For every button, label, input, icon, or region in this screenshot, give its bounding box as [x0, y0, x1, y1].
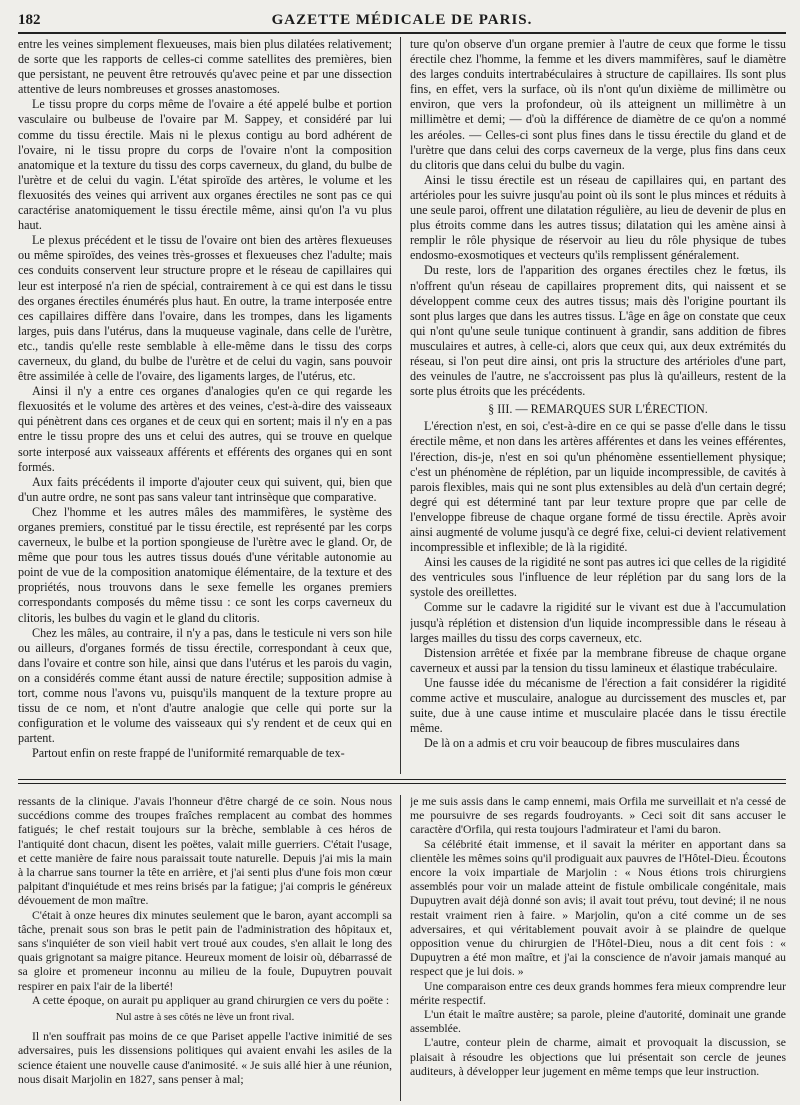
paragraph: L'autre, conteur plein de charme, aimait et provoquait la discussion, se plaisait à résoudre les objections que lui présentait son cercle de jeunes auditeurs, à développer leur jugement en même temps que leur instruction.: [410, 1036, 786, 1078]
paragraph: Comme sur le cadavre la rigidité sur le vivant est due à l'accumulation jusqu'à réplétion et distension d'un liquide incompressible dans le réseau à larges mailles du tissu des corps caverneux, etc.: [410, 600, 786, 645]
article-column-left: [18, 37, 392, 774]
feuilleton-column-left: [18, 795, 392, 1101]
paragraph: Il n'en souffrait pas moins de ce que Pariset appelle l'active inimitié de ses adversaires, puis les dissensions politiques qui avaient envahi les asiles de la science étaient une nouvelle cause d'animosité. « Je suis allé hier à une réunion, nous disait Marjolin en 1827, sans penser à mal;: [18, 1030, 392, 1086]
paragraph: L'érection n'est, en soi, c'est-à-dire en ce qui se passe d'elle dans le tissu érectile même, et non dans les artères afférentes et dans les veines efférentes, l'érection, dis-je, n'est en soi qu'un phénomène essentiellement physique; c'est un phénomène de réplétion, par un liquide incompressible, de cavités à parois flexibles, mais qui ne sont plus extensibles au delà d'un certain degré; degré qui est déterminé tant par leur texture propre que par celle de l'enveloppe fibreuse de chaque organe formé de tissu érectile. Après avoir ainsi augmenté de volume jusqu'à ce degré fixe, celui-ci devient relativement incompressible et inflexible; de là la rigidité.: [410, 419, 786, 555]
paragraph: Du reste, lors de l'apparition des organes érectiles chez le fœtus, ils n'offrent qu'un réseau de capillaires proprement dits, qui naissent et se développent comme ceux des autres tissus; mais dès l'origine pourtant ils sont plus larges que dans les autres tissus. L'âge en âge on constate que ceux qui n'ont qu'une seule tunique continuent à grandir, sans addition de fibres musculaires et autres, à celle-ci, alors que ceux qui, aux deux extrémités du réseau, si l'on peut dire ainsi, ont pris la structure des artérioles d'une part, des veinules de l'autre, ne s'accroissent pas plus là qu'ailleurs, restent de la sorte plus étroits que les précédents.: [410, 263, 786, 399]
paragraph: Ainsi le tissu érectile est un réseau de capillaires qui, en partant des artérioles pour les suivre jusqu'au point où ils sont le plus minces et réduits à une seule paroi, offrent une dilatation régulière, au lieu de devenir de plus en plus étroits comme dans les autres tissus; dilatation qui les amène ainsi à remplir le rôle physique de réservoir au lieu du rôle physique de tubes endosmo-exosmotiques et vecteurs qu'ils remplissent généralement.: [410, 172, 786, 263]
paragraph: Partout enfin on reste frappé de l'uniformité remarquable de tex-: [32, 746, 345, 761]
paragraph: entre les veines simplement flexueuses, mais bien plus dilatées relativement; de sorte que les rapports de celles-ci comme satellites des premières, bien que persistant, ne peuvent être retrouvés qu'avec peine et par une dissection attentive de leurs nombreuses et grosses anastomoses.: [18, 37, 392, 97]
section-heading: § III. — REMARQUES SUR L'ÉRECTION.: [488, 402, 708, 417]
paragraph: A cette époque, on aurait pu appliquer au grand chirurgien ce vers du poëte :: [32, 993, 390, 1007]
paragraph: Le tissu propre du corps même de l'ovaire a été appelé bulbe et portion vasculaire ou bulbeuse de l'ovaire par M. Sappey, et considéré par lui comme du tissu érectile. Mais ni le plexus contigu au bord adhérent de l'ovaire, ni le tissu propre du corps de l'ovaire n'ont la composition anatomique et la texture du tissu des corps caverneux, du gland, du bulbe de l'urètre et de celui du vagin. L'état spiroïde des artères, le volume et les flexuosités des veines qui arrivent aux organes érectiles ne sont pas ce qui caractérise anatomiquement le tissu érectile même, ainsi qu'on l'a vu plus haut.: [18, 97, 392, 233]
paragraph: Une fausse idée du mécanisme de l'érection a fait considérer la rigidité comme active et musculaire, analogue au durcissement des muscles et, par suite, due à une cause intime et musculaire placée dans le tissu érectile même.: [410, 675, 786, 736]
column-divider: [400, 795, 401, 1101]
page-header: [18, 10, 786, 34]
paragraph: ture qu'on observe d'un organe premier à l'autre de ceux que forme le tissu érectile chez l'homme, la femme et les divers mammifères, sauf le diamètre des larges conduits intertrabéculaires à structure de capillaires. Ils sont plus fins, en effet, vers la surface, où ils n'ont qu'un dixième de millimètre ou environ, que vers la profondeur, où ils atteignent un millimètre à un millimètre et demi; — d'où la différence de diamètre de ce qu'on a nommé les aréoles. — Celles-ci sont plus fines dans le tissu érectile du gland et de l'urètre que dans celui des corps caverneux de la verge, plus fins dans ceux du clitoris que dans celui du bulbe du vagin.: [410, 37, 786, 172]
paragraph: Ainsi les causes de la rigidité ne sont pas autres ici que celles de la rigidité des ventricules sous l'influence de leur réplétion par du sang lors de la systole des oreillettes.: [410, 555, 786, 600]
page-number: 182: [18, 12, 41, 28]
paragraph: C'était à onze heures dix minutes seulement que le baron, ayant accompli sa tâche, prenait sous son bras le petit pain de l'administration des hôpitaux et, sans s'inquiéter de son vieil habit vert troué aux coudes, s'en allait le long des quais grignotant sa maigre pitance. Heureux moment de loisir où, débarrassé de sa gloire et promeneur inconnu au milieu de la foule, Dupuytren pouvait respirer en paix l'air de la liberté!: [18, 908, 392, 993]
verse-quote: Nul astre à ses côtés ne lève un front rival.: [115, 1012, 295, 1024]
paragraph: Chez les mâles, au contraire, il n'y a pas, dans le testicule ni vers son hile ou ailleurs, d'organes formés de tissu érectile, correspondant à ceux que, dans l'ovaire et contre son hile, ainsi que dans l'utérus et les parois du vagin, on a considérés comme étant aussi de nature érectile; supposition admise à tort, comme nous l'avons vu, puisqu'ils manquent de la texture propre au tissu de ce nom, et n'ont d'autre analogie que celle qui porte sur la configuration et le volume des vaisseaux qui s'y rendent et de ceux qui en partent.: [18, 625, 392, 746]
paragraph: Distension arrêtée et fixée par la membrane fibreuse de chaque organe caverneux et aussi par la tension du tissu lamineux et élastique trabéculaire.: [410, 645, 786, 675]
paragraph: Aux faits précédents il importe d'ajouter ceux qui suivent, qui, bien que d'un autre ordre, ne sont pas sans valeur tant intrinsèque que comparative.: [18, 474, 392, 504]
feuilleton-column-right: [410, 795, 786, 1101]
paragraph: ressants de la clinique. J'avais l'honneur d'être chargé de ce soin. Nous nous succédions comme des troupes fraîches remplacent au combat des hommes fatigués; le chef restait toujours sur la brèche, semblable à ces héros de l'antiquité dont chacun, disent les poëtes, valait mille guerriers. C'était l'usage, et cette manière de faire nous paraissait toute naturelle. Depuis j'ai mis la main à la charrue sans tourner la tête en arrière, et j'ai senti plus d'une fois mon cœur palpitant d'inquiétude et mes reins brisés par la fatigue; j'ai compris le généreux dévouement de mon maître.: [18, 795, 392, 908]
paragraph: Chez l'homme et les autres mâles des mammifères, le système des organes premiers, constitué par le tissu érectile, est représenté par les corps caverneux, le bulbe et la portion spongieuse de l'urètre avec le gland. Or, de même que pour tous les autres tissus doués d'une véritable autonomie au point de vue de la composition anatomique élémentaire, de la texture et des propriétés, nous trouvons dans le sexe femelle les organes premiers correspondants composés du même tissu : ce sont les corps caverneux du clitoris, les bulbes du vagin et le gland du clitoris.: [18, 504, 392, 625]
section-divider: [18, 783, 786, 784]
paragraph: L'un était le maître austère; sa parole, pleine d'autorité, dominait une grande assemblée.: [410, 1008, 786, 1036]
article-column-right: [410, 37, 786, 774]
paragraph: Ainsi il n'y a entre ces organes d'analogies qu'en ce qui regarde les flexuosités et le volume des artères et des veines, c'est-à-dire des vaisseaux qui pénètrent dans ces organes et de ceux qui en sortent; mais il n'y en a pas entre le tissu propre des uns et celui des autres, qui se trouve en quelque sorte interposé aux vaisseaux afférents et efférents des organes qui en sont formés.: [18, 384, 392, 474]
column-divider: [400, 37, 401, 774]
section-divider: [18, 779, 786, 780]
paragraph: Sa célébrité était immense, et il savait la mériter en apportant dans sa clientèle les mêmes soins qu'il prodiguait aux pauvres de l'Hôtel-Dieu. Écoutons encore la voix impartiale de Marjolin : « Nous étions trois chirurgiens assemblés pour voir un malade atteint de fistule ombilicale congénitale, mais Dupuytren avait déjà donné son avis; il avait tout prévu, tout deviné; il ne nous restait vraiment rien à faire. » Marjolin, qu'on a cité comme un de ses adversaires, et qui véritablement pouvait avoir à se plaindre de quelque opposition venue du chirurgien de l'Hôtel-Dieu, nous a dit cent fois : « Dupuytren a été mon maître, et j'ai la conscience de n'avoir jamais manqué au respect que je lui dois. »: [410, 837, 786, 979]
paragraph: De là on a admis et cru voir beaucoup de fibres musculaires dans: [424, 736, 740, 751]
paragraph: je me suis assis dans le camp ennemi, mais Orfila me surveillait et n'a cessé de me poursuivre de ses regards foudroyants. » Ceci soit dit sans accuser le caractère d'Orfila, qui resta toujours l'admirateur et l'ami du baron.: [410, 795, 786, 837]
journal-title: GAZETTE MÉDICALE DE PARIS.: [271, 12, 533, 28]
paragraph: Une comparaison entre ces deux grands hommes fera mieux comprendre leur mérite respectif.: [410, 979, 786, 1007]
paragraph: Le plexus précédent et le tissu de l'ovaire ont bien des artères flexueuses ou même spiroïdes, des veines très-grosses et flexueuses chez l'adulte; mais ces conduits conservent leur structure propre et le réseau de capillaires qui leur est interposé n'a rien de spécial, contrairement à ce qui est dans le tissu des organes érectiles énumérés plus haut. En outre, la trame interposée entre ces capillaires diffère dans l'ovaire, dans les trompes, dans les ligaments larges, puis dans l'utérus, dans la muqueuse vaginale, dans celle de l'urètre, etc., tandis qu'elle reste semblable à elle-même dans le tissu des corps caverneux, du gland, du bulbe de l'urètre et de celui du vagin, sans pouvoir être assimilée à celle de l'ovaire, des ligaments larges, de l'utérus, etc.: [18, 233, 392, 384]
